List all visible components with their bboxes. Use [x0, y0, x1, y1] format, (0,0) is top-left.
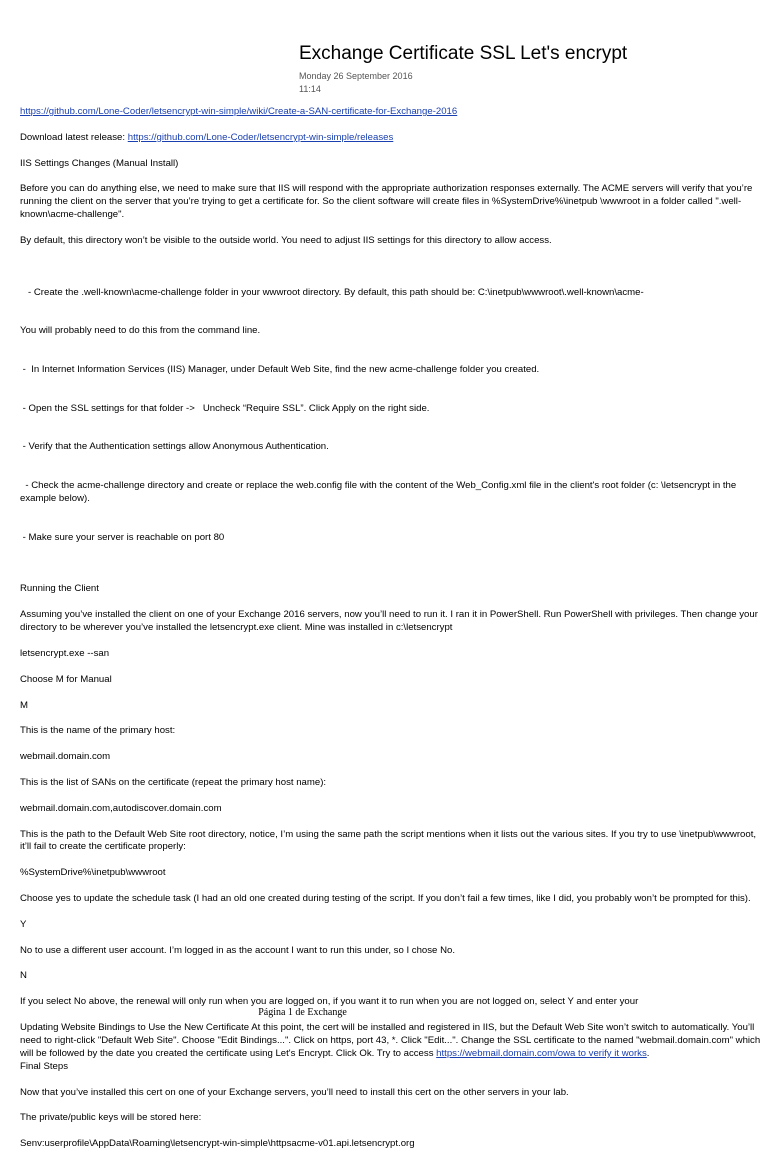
path-value: %SystemDrive%\inetpub\wwwroot	[20, 867, 166, 879]
primary-host-value: webmail.domain.com	[20, 751, 111, 763]
wiki-link[interactable]: https://github.com/Lone-Coder/letsencrypt-win-simple/wiki/Create-a-SAN-certificate-for-Exchange-2016	[20, 106, 458, 117]
document-body	[20, 106, 765, 1164]
no-user-paragraph: No to use a different user account. I’m logged in as the account I want to run this under, so I chose No.	[20, 944, 455, 956]
step-item: - Check the acme-challenge directory and create or replace the web.config file with the content of the Web_Config.xml file in the client's root folder (c: \letsencrypt in the example below).	[20, 480, 739, 505]
if-no-paragraph: If you select No above, the renewal will only run when you are logged on, if you want it to run when you are not logged on, select Y and enter your	[20, 996, 639, 1008]
answer-n: N	[20, 970, 27, 982]
wiki-link-paragraph	[20, 106, 765, 119]
step-item: - In Internet Information Services (IIS) Manager, under Default Web Site, find the new acme-challenge folder you created.	[20, 364, 540, 376]
step-item: - Make sure your server is reachable on port 80	[20, 531, 225, 543]
answer-y: Y	[20, 918, 27, 930]
running-heading: Running the Client	[20, 583, 99, 595]
choose-manual: Choose M for Manual	[20, 673, 112, 685]
page-footer: Página 1 de Exchange	[258, 1007, 347, 1018]
updating-end: .	[646, 1047, 650, 1059]
download-link[interactable]: https://github.com/Lone-Coder/letsencrypt-win-simple/releases	[127, 131, 394, 143]
sans-label: This is the list of SANs on the certificate (repeat the primary host name):	[20, 776, 327, 788]
final-heading: Final Steps	[20, 1060, 68, 1072]
step-item: - Verify that the Authentication settings allow Anonymous Authentication.	[20, 441, 329, 453]
updating-text: Updating Website Bindings to Use the New Certificate At this point, the cert will be installed and registered in IIS, but the Default Web Site won’t switch to automatically. You’ll need to right-click "Default Web Site". Choose "Edit Bindings...". Click on https, port 43, *. Click "Edit...". Change the SSL certificate to the named "webmail.domain.com" which will be followed by the date you created the certificate using Let's Encrypt. Click Ok. Try to access	[20, 1022, 761, 1059]
command-text: letsencrypt.exe --san	[20, 647, 110, 659]
step-item: You will probably need to do this from the command line.	[20, 325, 261, 337]
path-label: This is the path to the Default Web Site root directory, notice, I’m using the same path the script mentions when it lists out the various sites. If you try to use \inetpub\wwwroot, it’ll fail to create the certificate properly:	[20, 828, 757, 853]
step-item: - Create the .well-known\acme-challenge folder in your wwwroot directory. By default, this path should be: C:\inetpub\wwwroot\.well-known\acme-	[20, 286, 644, 298]
updating-paragraph	[20, 1022, 765, 1061]
primary-host-label: This is the name of the primary host:	[20, 725, 176, 737]
keys-path: Senv:userprofile\AppData\Roaming\letsencrypt-win-simple\httpsacme-v01.api.letsencrypt.org	[20, 1138, 415, 1150]
answer-m: M	[20, 699, 28, 711]
paragraph-default-directory: By default, this directory won’t be visible to the outside world. You need to adjust IIS settings for this directory to allow access.	[20, 235, 552, 246]
step-item: - Open the SSL settings for that folder -> Uncheck “Require SSL”. Click Apply on the right side.	[20, 402, 430, 414]
final-paragraph: Now that you’ve installed this cert on one of your Exchange servers, you’ll need to install this cert on the other servers in your lab.	[20, 1086, 569, 1098]
paragraph-before: Before you can do anything else, we need to make sure that IIS will respond with the appropriate authorization responses externally. The ACME servers will verify that you’re running the client on the server that you’re trying to get a certificate for. So the client software will create files in %SystemDrive%\inetpub \wwwroot in a folder called ".well-known\acme-challenge".	[20, 183, 753, 221]
iis-heading: IIS Settings Changes (Manual Install)	[20, 157, 179, 169]
page-date: Monday 26 September 2016	[299, 71, 413, 81]
keys-label: The private/public keys will be stored here:	[20, 1112, 202, 1124]
page-meta	[299, 70, 413, 95]
schedule-paragraph: Choose yes to update the schedule task (I had an old one created during testing of the script. If you don’t fail a few times, like I did, you probably won’t be prompted for this).	[20, 893, 751, 905]
sans-value: webmail.domain.com,autodiscover.domain.com	[20, 802, 222, 814]
download-prefix: Download latest release:	[20, 131, 128, 143]
page-time: 11:14	[299, 83, 321, 94]
download-paragraph	[20, 132, 765, 145]
paragraph-assuming: Assuming you’ve installed the client on one of your Exchange 2016 servers, now you’ll need to run it. I ran it in PowerShell. Run PowerShell with privileges. Then change your directory to be wherever you’ve installed the letsencrypt.exe client. Mine was installed in c:\letsencrypt	[20, 609, 758, 634]
owa-link[interactable]: https://webmail.domain.com/owa to verify it works	[436, 1047, 647, 1059]
page-title: Exchange Certificate SSL Let's encrypt	[299, 43, 628, 64]
steps-list	[20, 261, 765, 571]
